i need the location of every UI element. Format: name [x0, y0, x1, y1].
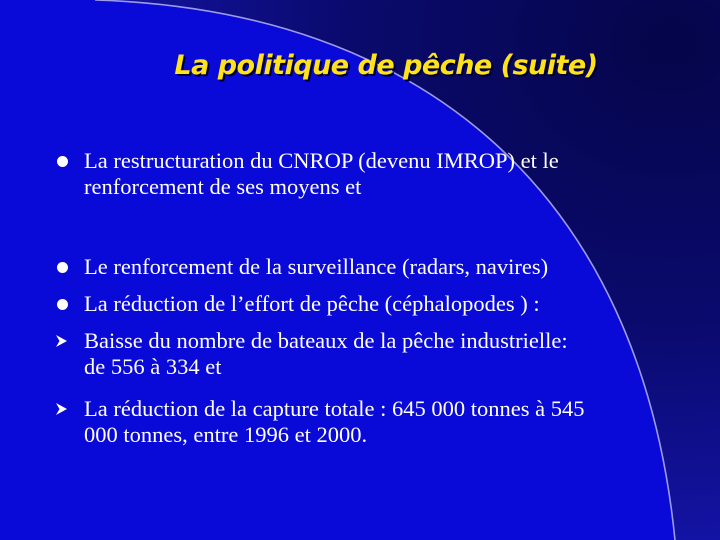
bullet-text: La réduction de l’effort de pêche (céphalopodes ) :	[84, 291, 540, 316]
arrow-bullet-icon	[52, 328, 72, 354]
bullet-text: Le renforcement de la surveillance (radars, navires)	[84, 254, 549, 279]
bullet-dot-icon	[52, 148, 72, 174]
arrow-bullet-icon	[52, 396, 72, 422]
bullet-dot-icon	[52, 291, 72, 317]
bullet-dot-icon	[52, 254, 72, 280]
bullet-text: Baisse du nombre de bateaux de la pêche industrielle: de 556 à 334 et	[84, 328, 568, 379]
slide-title: La politique de pêche (suite)	[174, 50, 598, 81]
bullet-text: La réduction de la capture totale : 645 000 tonnes à 545 000 tonnes, entre 1996 et 2000.	[84, 396, 585, 447]
bullet-text: La restructuration du CNROP (devenu IMROP) et le renforcement de ses moyens et	[84, 148, 559, 199]
